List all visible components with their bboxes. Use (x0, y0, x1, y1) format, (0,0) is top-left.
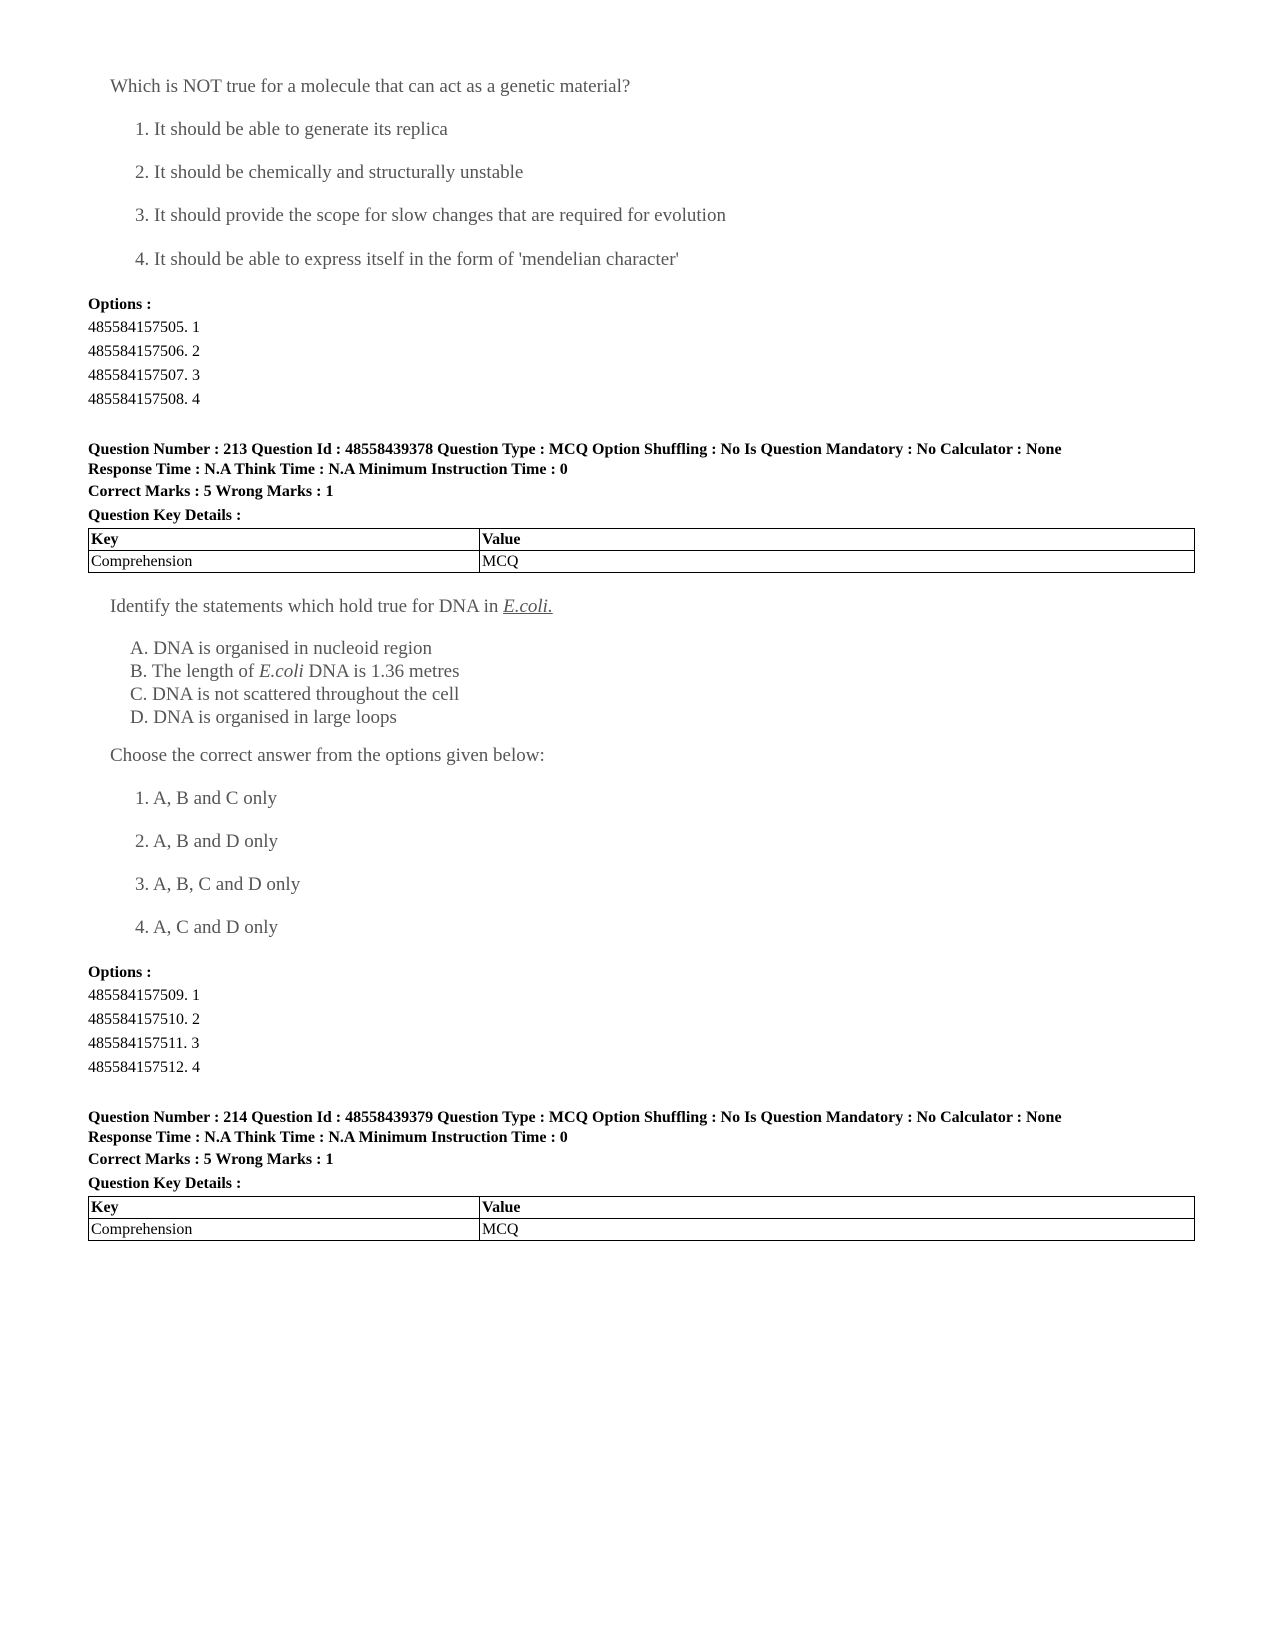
statement-c: C. DNA is not scattered throughout the cell (130, 684, 460, 705)
organism-name: E.coli. (503, 596, 553, 617)
question-212-choice-4: 4. It should be able to express itself in the form of 'mendelian character' (135, 249, 679, 270)
option-item: 485584157506. 2 (88, 343, 200, 360)
question-214-header (88, 1108, 1198, 1241)
statement-d: D. DNA is organised in large loops (130, 707, 397, 728)
question-212-options (88, 294, 200, 412)
statement-a: A. DNA is organised in nucleoid region (130, 638, 433, 659)
question-213-stem: Identify the statements which hold true for DNA in E.coli. (110, 596, 553, 617)
question-key-label: Question Key Details : (88, 507, 242, 524)
question-213-choice-3: 3. A, B, C and D only (135, 874, 301, 895)
question-213-choice-2: 2. A, B and D only (135, 831, 279, 852)
table-cell-value: MCQ (480, 551, 1195, 573)
table-cell-key: Comprehension (89, 551, 480, 573)
option-item: 485584157511. 3 (88, 1035, 200, 1052)
question-213-choice-4: 4. A, C and D only (135, 917, 279, 938)
question-212-choice-3: 3. It should provide the scope for slow changes that are required for evolution (135, 205, 726, 226)
table-header-row (89, 529, 1195, 551)
question-key-table (88, 1196, 1195, 1241)
question-meta-line: Question Number : 213 Question Id : 48558439378 Question Type : MCQ Option Shuffling : No Is Question Mandatory : No Calculator : None (88, 441, 1062, 458)
table-row (89, 1219, 1195, 1241)
question-meta-line: Question Number : 214 Question Id : 48558439379 Question Type : MCQ Option Shuffling : No Is Question Mandatory : No Calculator : None (88, 1109, 1062, 1126)
question-212-stem: Which is NOT true for a molecule that can act as a genetic material? (110, 76, 631, 97)
table-header-value: Value (480, 529, 1195, 551)
statement-b: B. The length of E.coli DNA is 1.36 metres (130, 661, 460, 682)
table-cell-value: MCQ (480, 1219, 1195, 1241)
question-key-table (88, 528, 1195, 573)
question-213-header (88, 440, 1198, 573)
question-213-statements (88, 637, 459, 729)
table-header-value: Value (480, 1197, 1195, 1219)
table-header-key: Key (89, 529, 480, 551)
options-label: Options : (88, 964, 152, 981)
option-item: 485584157508. 4 (88, 391, 200, 408)
option-item: 485584157505. 1 (88, 319, 200, 336)
question-213-instruction: Choose the correct answer from the options given below: (110, 745, 545, 766)
question-marks: Correct Marks : 5 Wrong Marks : 1 (88, 1151, 334, 1168)
option-item: 485584157507. 3 (88, 367, 200, 384)
question-timing-line: Response Time : N.A Think Time : N.A Minimum Instruction Time : 0 (88, 461, 568, 478)
options-label: Options : (88, 296, 152, 313)
table-cell-key: Comprehension (89, 1219, 480, 1241)
option-item: 485584157512. 4 (88, 1059, 200, 1076)
table-header-row (89, 1197, 1195, 1219)
question-212-choice-2: 2. It should be chemically and structurally unstable (135, 162, 524, 183)
question-key-label: Question Key Details : (88, 1175, 242, 1192)
option-item: 485584157510. 2 (88, 1011, 200, 1028)
question-213-choice-1: 1. A, B and C only (135, 788, 277, 809)
question-marks: Correct Marks : 5 Wrong Marks : 1 (88, 483, 334, 500)
question-212-image (88, 76, 630, 98)
question-timing-line: Response Time : N.A Think Time : N.A Minimum Instruction Time : 0 (88, 1129, 568, 1146)
option-item: 485584157509. 1 (88, 987, 200, 1004)
question-213-options (88, 962, 200, 1080)
question-212-choice-1: 1. It should be able to generate its replica (135, 119, 448, 140)
table-row (89, 551, 1195, 573)
table-header-key: Key (89, 1197, 480, 1219)
